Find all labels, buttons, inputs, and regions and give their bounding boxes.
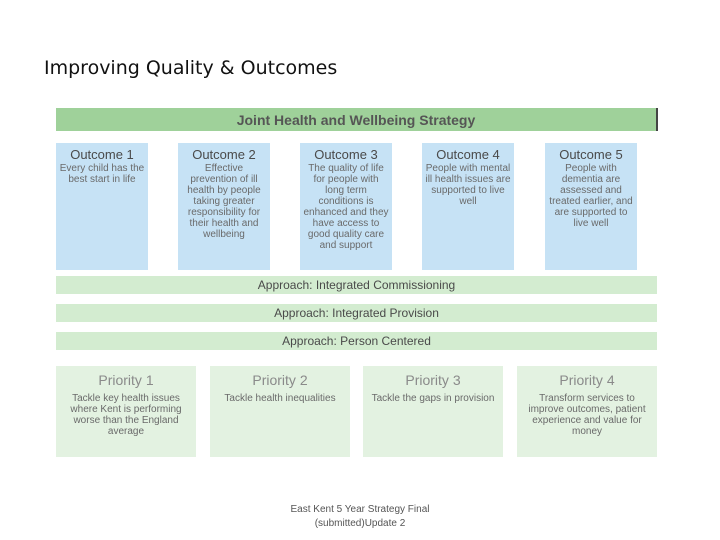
outcome-box-4 bbox=[422, 143, 514, 270]
priority-box-3 bbox=[363, 366, 503, 457]
outcome-title: Outcome 3 bbox=[314, 147, 378, 162]
priority-box-4 bbox=[517, 366, 657, 457]
priority-title: Priority 1 bbox=[98, 372, 154, 388]
approach-bar-provision: Approach: Integrated Provision bbox=[56, 304, 657, 322]
outcome-box-5 bbox=[545, 143, 637, 270]
outcome-title: Outcome 2 bbox=[192, 147, 256, 162]
outcomes-row bbox=[56, 143, 657, 270]
outcome-title: Outcome 1 bbox=[70, 147, 134, 162]
slide-title: Improving Quality & Outcomes bbox=[44, 57, 338, 79]
footer-line-2: (submitted)Update 2 bbox=[314, 518, 406, 529]
outcome-title: Outcome 5 bbox=[559, 147, 623, 162]
priorities-row bbox=[56, 366, 657, 457]
priority-text: Transform services to improve outcomes, patient experience and value for money bbox=[528, 393, 646, 437]
priority-title: Priority 4 bbox=[559, 372, 615, 388]
footer bbox=[260, 503, 460, 531]
footer-line-1: East Kent 5 Year Strategy Final bbox=[290, 504, 430, 515]
priority-text: Tackle the gaps in provision bbox=[371, 393, 495, 404]
priority-box-1 bbox=[56, 366, 196, 457]
outcome-text: People with dementia are assessed and treated earlier, and are supported to live well bbox=[549, 163, 633, 229]
outcome-text: The quality of life for people with long term conditions is enhanced and they have access to good quality care and support bbox=[303, 163, 389, 251]
priority-box-2 bbox=[210, 366, 350, 457]
strategy-banner: Joint Health and Wellbeing Strategy bbox=[56, 108, 658, 131]
outcome-text: Effective prevention of ill health by people taking greater responsibility for their health and wellbeing bbox=[187, 163, 261, 240]
outcome-text: People with mental ill health issues are supported to live well bbox=[425, 163, 511, 207]
approach-bar-commissioning: Approach: Integrated Commissioning bbox=[56, 276, 657, 294]
priority-text: Tackle health inequalities bbox=[224, 393, 336, 404]
approach-bar-person-centered: Approach: Person Centered bbox=[56, 332, 657, 350]
outcome-box-3 bbox=[300, 143, 392, 270]
outcome-box-1 bbox=[56, 143, 148, 270]
priority-title: Priority 3 bbox=[405, 372, 461, 388]
priority-title: Priority 2 bbox=[252, 372, 308, 388]
priority-text: Tackle key health issues where Kent is performing worse than the England average bbox=[70, 393, 182, 437]
outcome-title: Outcome 4 bbox=[436, 147, 500, 162]
outcome-text: Every child has the best start in life bbox=[59, 163, 145, 185]
outcome-box-2 bbox=[178, 143, 270, 270]
